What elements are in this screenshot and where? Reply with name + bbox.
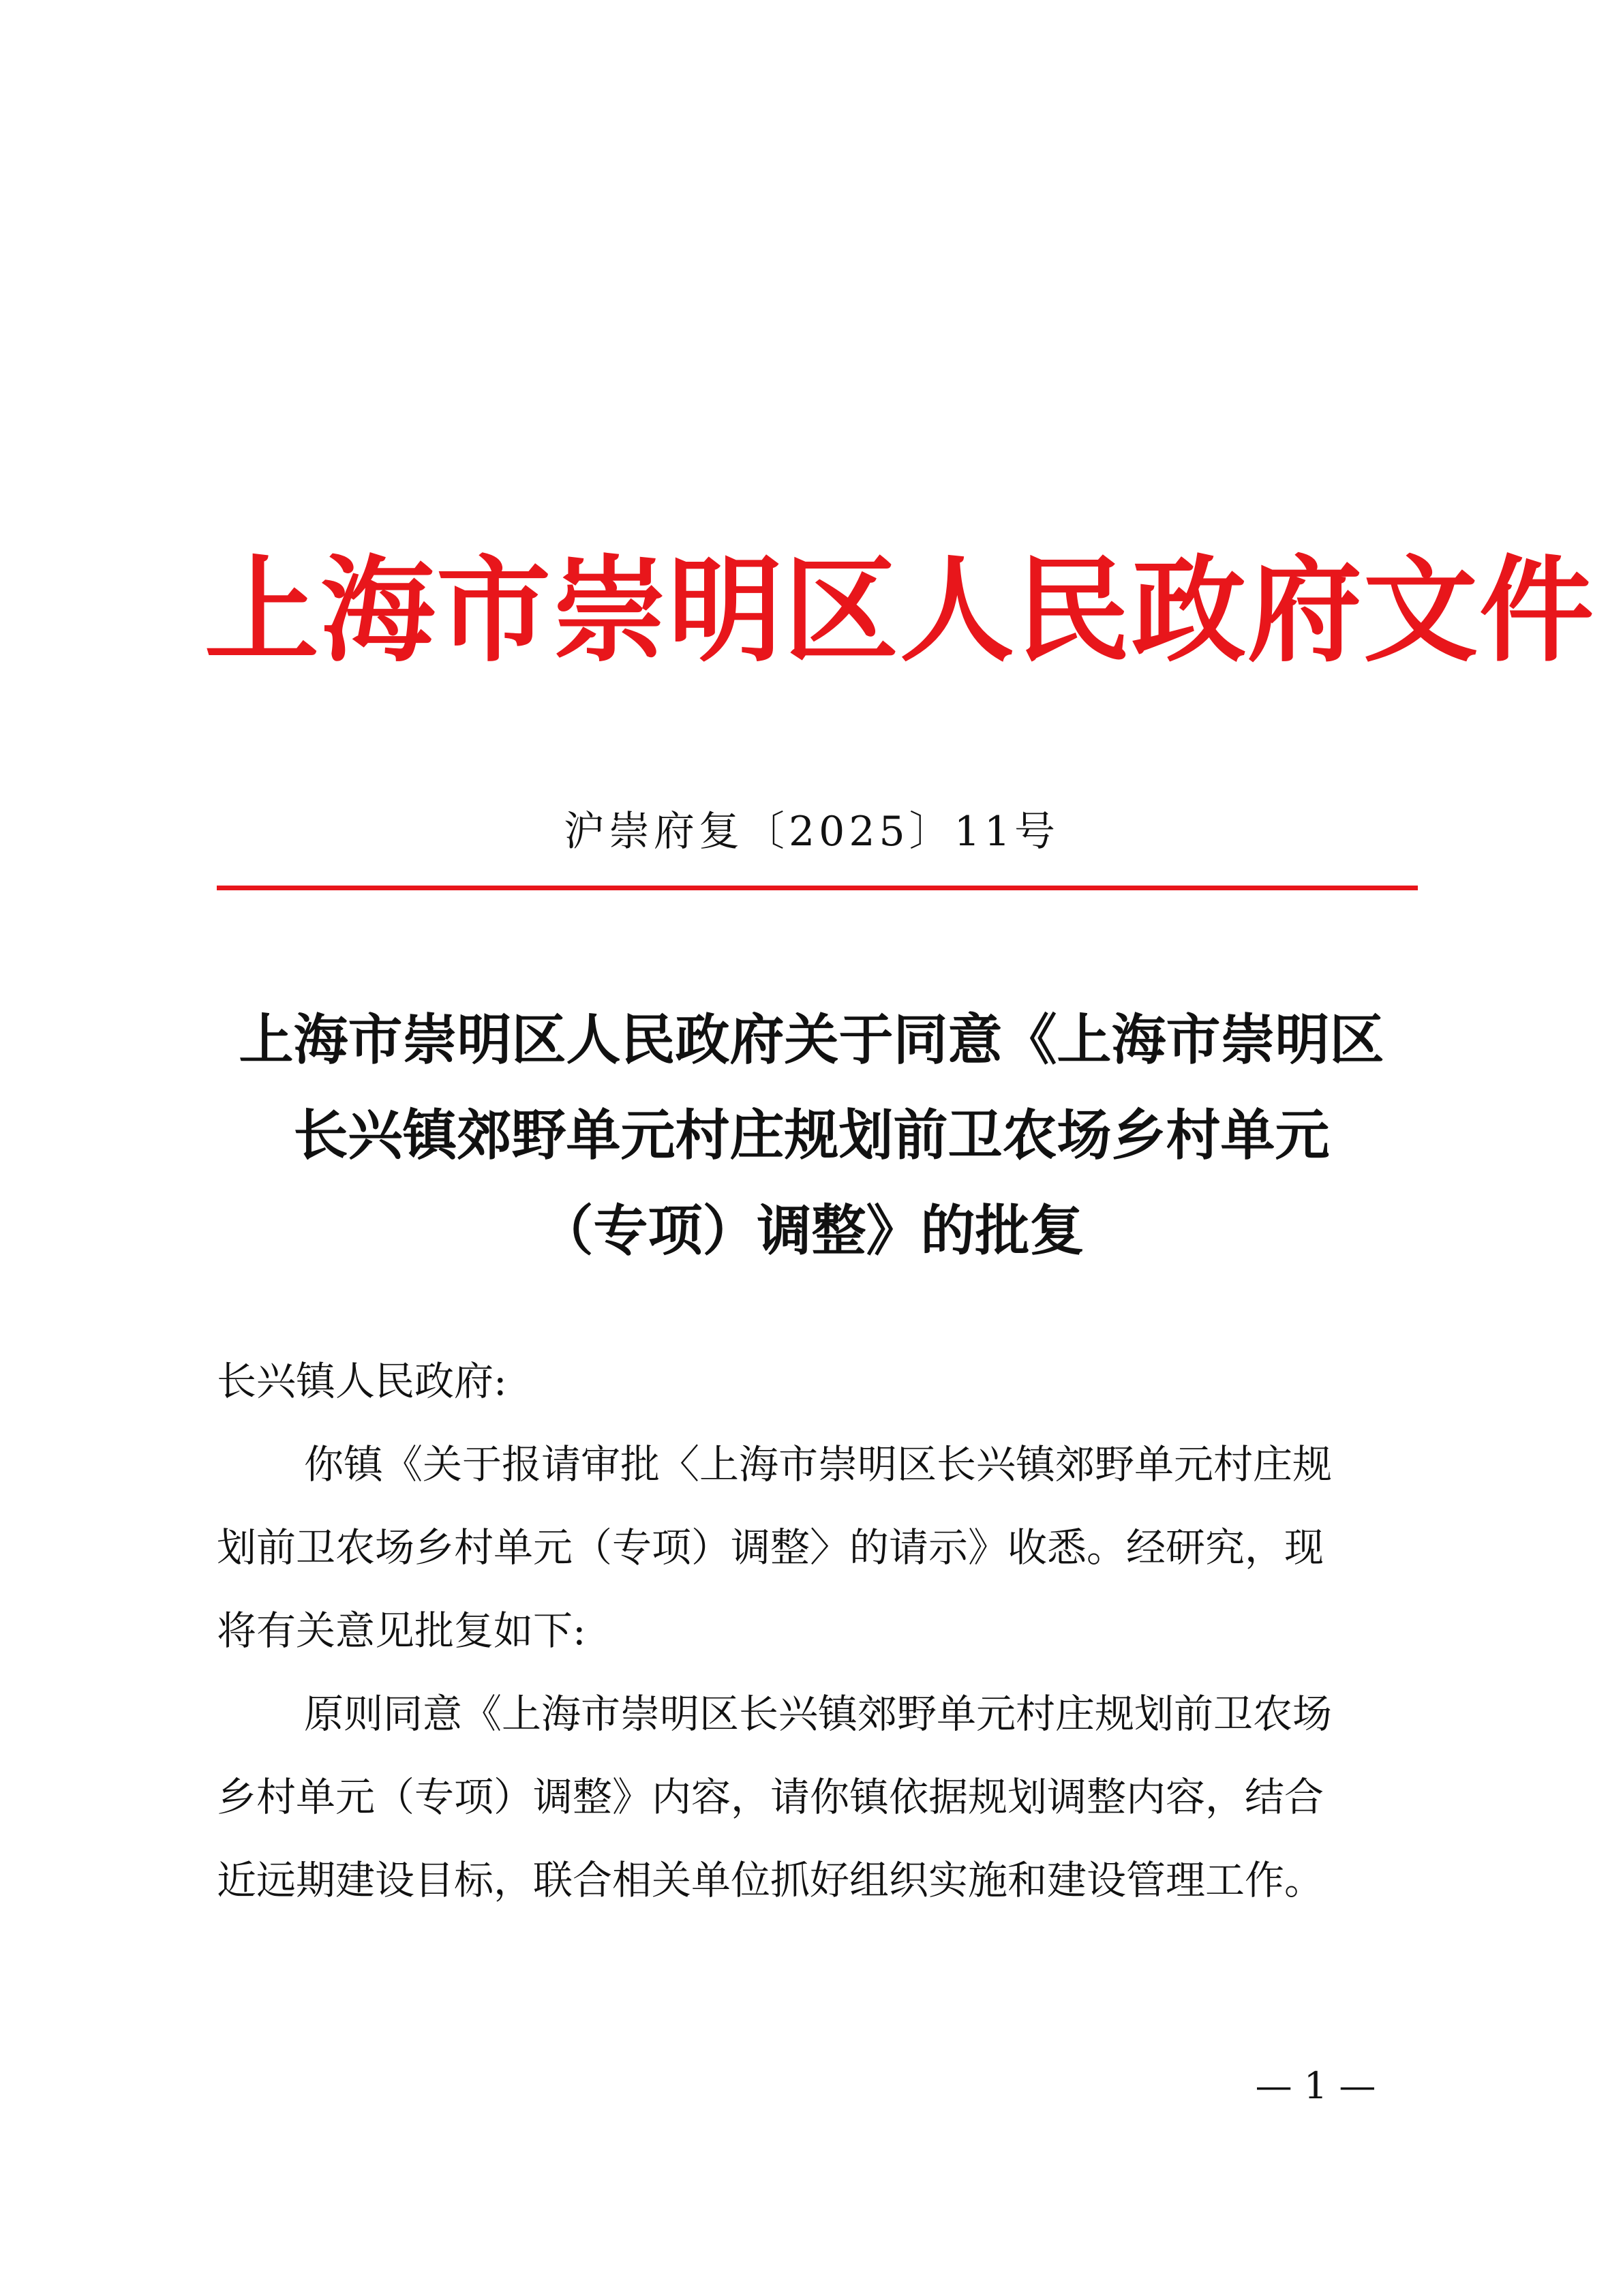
addressee: 长兴镇人民政府: (217, 1358, 507, 1404)
body-paragraph-line: 原则同意《上海市崇明区长兴镇郊野单元村庄规划前卫农场 (304, 1691, 1333, 1737)
issuer-header-title: 上海市崇明区人民政府文件 (204, 543, 1595, 678)
document-title (204, 992, 1419, 1278)
body-paragraph-line: 划前卫农场乡村单元（专项）调整〉的请示》收悉。经研究，现 (217, 1524, 1324, 1571)
document-number: 沪崇府复〔2025〕11号 (563, 808, 1060, 856)
body-paragraph-line: 将有关意见批复如下: (217, 1607, 586, 1654)
title-line: 上海市崇明区人民政府关于同意《上海市崇明区 (239, 1008, 1384, 1072)
body-paragraph-line: 乡村单元（专项）调整》内容，请你镇依据规划调整内容，结合 (217, 1774, 1324, 1820)
document-body (217, 1340, 1418, 1922)
title-line: 长兴镇郊野单元村庄规划前卫农场乡村单元 (293, 1103, 1330, 1167)
page-number: — 1 — (1255, 2064, 1376, 2107)
title-line: （专项）调整》的批复 (539, 1198, 1084, 1263)
body-paragraph-line: 你镇《关于报请审批〈上海市崇明区长兴镇郊野单元村庄规 (304, 1441, 1333, 1487)
red-separator-line (217, 886, 1418, 890)
body-paragraph-line: 近远期建设目标，联合相关单位抓好组织实施和建设管理工作。 (217, 1857, 1324, 1903)
